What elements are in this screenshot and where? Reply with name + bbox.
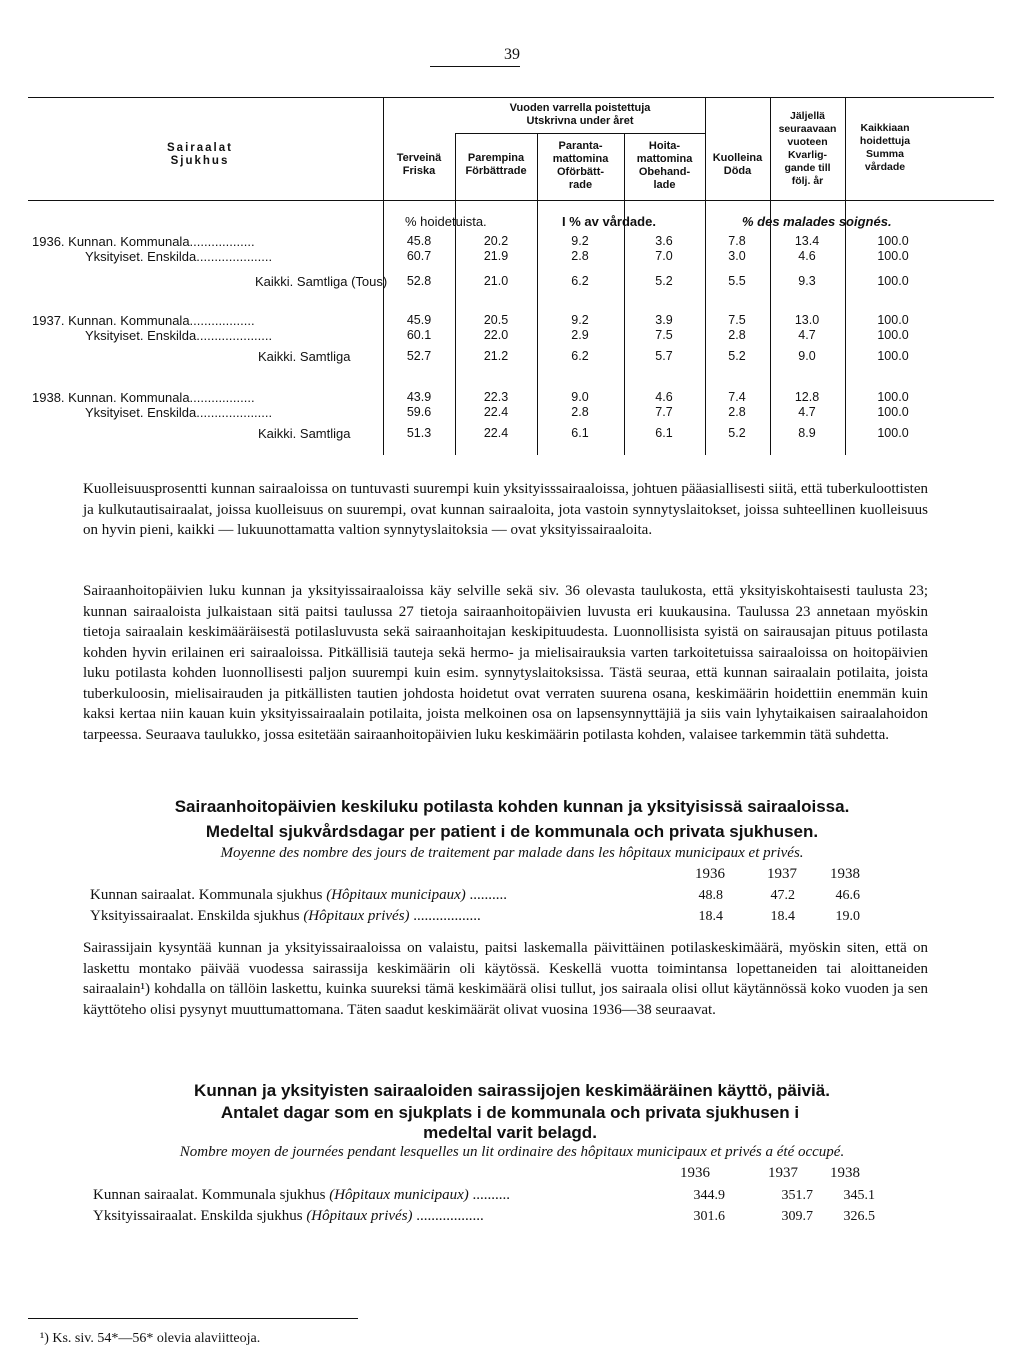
table-total-cell: 5.2 [655, 274, 673, 288]
footnote: ¹) Ks. siv. 54*—56* olevia alaviitteoja. [40, 1331, 261, 1346]
table-cell: 47.2 [770, 888, 795, 903]
table-cell: 9.2 [571, 313, 589, 327]
table-cell: 45.9 [406, 313, 432, 327]
table-cell: 19.0 [835, 909, 860, 924]
table-row-label: Yksityissairaalat. Enskilda sjukhus (Hôpitaux privés) .................. [90, 908, 481, 924]
table-cell: 345.1 [843, 1188, 875, 1203]
table-total-cell: 21.0 [483, 274, 509, 288]
col-divider [705, 97, 706, 455]
table-total-cell: 6.2 [571, 349, 589, 363]
table-cell: 3.6 [655, 234, 673, 248]
table-total-label: Kaikki. Samtliga [258, 349, 351, 364]
table-cell: 2.8 [571, 249, 589, 263]
table-cell: 46.6 [835, 888, 860, 903]
table-total-cell: 9.0 [798, 349, 816, 363]
col-header-untreated: Hoita- mattomina Obehand- lade [636, 140, 693, 191]
paragraph-mortality: Kuolleisuusprosentti kunnan sairaaloissa on tuntuvasti suurempi kuin yksityisssairaaloissa, johtuen pääasiallisesti siitä, että tuberkuloottisten ja kulkutautisairaalat, joissa kuolleisuus on suurempi, ovat kunnan sairaaloita, jota vastoin synnytyslaitokset, joissa suhteellinen kuolleisuus on hyvin pieni, kaikki — lukuunottamatta valtion synnytyslaitoksia — ovat yksityissairaaloita. [83, 481, 928, 538]
table3-title-sv: Antalet dagar som en sjukplats i de kommunala och privata sjukhusen i medeltal varit belagd. [220, 1103, 800, 1142]
col-header-unimproved: Paranta- mattomina Oförbätt- rade [552, 140, 609, 191]
table-cell: 20.5 [483, 313, 509, 327]
table-cell: 22.3 [483, 390, 509, 404]
year-header: 1938 [830, 1165, 860, 1181]
table-cell: 45.8 [406, 234, 432, 248]
table-cell: 309.7 [781, 1209, 813, 1224]
col-header-dead: Kuolleina Döda [712, 152, 763, 177]
percent-label-fi: % hoidetuista. [405, 214, 487, 229]
table-cell: 100.0 [877, 234, 909, 248]
table-cell: 100.0 [877, 328, 909, 342]
table-total-cell: 8.9 [798, 426, 816, 440]
table-cell: 7.4 [728, 390, 746, 404]
table2-title-fr: Moyenne des nombre des jours de traitement par malade dans les hôpitaux municipaux et privés. [220, 845, 804, 861]
table-cell: 7.0 [655, 249, 673, 263]
table-cell: 59.6 [406, 405, 432, 419]
table-row-label: Yksityiset. Enskilda..................... [85, 405, 273, 420]
table-cell: 2.8 [728, 405, 746, 419]
table-cell: 326.5 [843, 1209, 875, 1224]
percent-label-fr: % des malades soignés. [742, 214, 892, 229]
table-cell: 344.9 [693, 1188, 725, 1203]
year-header: 1937 [767, 866, 797, 882]
table-total-cell: 100.0 [877, 426, 909, 440]
table-cell: 301.6 [693, 1209, 725, 1224]
table-total-cell: 21.2 [483, 349, 509, 363]
table-row-label: Yksityissairaalat. Enskilda sjukhus (Hôpitaux privés) .................. [93, 1208, 484, 1224]
table-cell: 60.7 [406, 249, 432, 263]
table2-title-fi: Sairaanhoitopäivien keskiluku potilasta kohden kunnan ja yksityisissä sairaaloissa. [174, 797, 850, 816]
table-row-label: 1936. Kunnan. Kommunala.................. [32, 234, 255, 249]
table3-title-fr: Nombre moyen de journées pendant lesquelles un lit ordinaire des hôpitaux municipaux et privés a été occupé. [179, 1144, 845, 1160]
table-cell: 22.0 [483, 328, 509, 342]
year-header: 1937 [768, 1165, 798, 1181]
table-total-cell: 5.2 [728, 349, 746, 363]
table-cell: 3.9 [655, 313, 673, 327]
table-cell: 2.9 [571, 328, 589, 342]
paragraph-bed-use: Sairassijain kysyntää kunnan ja yksityissairaaloissa on valaistu, paitsi laskemalla päivittäinen potilaskeskimäärä, myöskin siten, että on laskettu montako päivää vuodessa sairassija keskimäärin oli käytössä. Keskellä vuotta toimintansa lopettaneiden tai aloittaneiden sairaalain¹) kohdalla on tällöin laskettu, kuinka suureksi tämä keskimäärä olisi tullut, jos sairaala olisi ollut käytännössä koko vuoden ja sen käyttöteho olisi pysynyt muuttumattomana. Täten saadut keskimäärät olivat vuosina 1936—38 seuraavat. [83, 940, 928, 1018]
table-cell: 100.0 [877, 313, 909, 327]
table-row-label: Yksityiset. Enskilda..................... [85, 249, 273, 264]
table-total-cell: 6.1 [655, 426, 673, 440]
table-cell: 4.6 [655, 390, 673, 404]
year-header: 1936 [680, 1165, 710, 1181]
group-header-sv: Utskrivna under året [526, 115, 634, 127]
hospitals-header-sv: Sjukhus [170, 155, 230, 167]
table-cell: 4.7 [798, 328, 816, 342]
table-total-cell: 5.5 [728, 274, 746, 288]
table-cell: 13.0 [794, 313, 820, 327]
year-header: 1938 [830, 866, 860, 882]
table-cell: 18.4 [698, 909, 723, 924]
table-cell: 20.2 [483, 234, 509, 248]
table-total-cell: 6.2 [571, 274, 589, 288]
table-cell: 13.4 [794, 234, 820, 248]
table-cell: 21.9 [483, 249, 509, 263]
table-cell: 7.7 [655, 405, 673, 419]
table-cell: 7.5 [728, 313, 746, 327]
table-cell: 351.7 [781, 1188, 813, 1203]
table-cell: 100.0 [877, 405, 909, 419]
table-total-cell: 5.2 [728, 426, 746, 440]
table-total-cell: 100.0 [877, 349, 909, 363]
table-cell: 4.6 [798, 249, 816, 263]
table-cell: 3.0 [728, 249, 746, 263]
table-total-cell: 52.7 [406, 349, 432, 363]
col-header-remaining: Jäljellä seuraavaan vuoteen Kvarlig- gande till följ. år [778, 110, 837, 187]
table-cell: 100.0 [877, 390, 909, 404]
table3-title-fi: Kunnan ja yksityisten sairaaloiden sairassijojen keskimääräinen käyttö, päiviä. [194, 1081, 830, 1100]
table-cell: 48.8 [698, 888, 723, 903]
table-cell: 22.4 [483, 405, 509, 419]
footnote-rule [28, 1318, 358, 1319]
table-cell: 43.9 [406, 390, 432, 404]
col-header-healthy: Terveinä Friska [396, 152, 442, 177]
table-total-cell: 100.0 [877, 274, 909, 288]
table-cell: 12.8 [794, 390, 820, 404]
table-cell: 18.4 [770, 909, 795, 924]
table-cell: 7.8 [728, 234, 746, 248]
table-cell: 2.8 [571, 405, 589, 419]
table-header-rule [28, 200, 994, 201]
table-cell: 60.1 [406, 328, 432, 342]
table-cell: 2.8 [728, 328, 746, 342]
group-header-fi: Vuoden varrella poistettuja [509, 102, 651, 114]
table-cell: 9.2 [571, 234, 589, 248]
table-total-cell: 9.3 [798, 274, 816, 288]
table-row-label: 1938. Kunnan. Kommunala.................. [32, 390, 255, 405]
table-cell: 4.7 [798, 405, 816, 419]
table2-title-sv: Medeltal sjukvårdsdagar per patient i de kommunala och privata sjukhusen. [205, 822, 819, 841]
table-total-cell: 5.7 [655, 349, 673, 363]
table-total-cell: 22.4 [483, 426, 509, 440]
percent-label-sv: I % av vårdade. [562, 214, 656, 229]
table-row-label: Kunnan sairaalat. Kommunala sjukhus (Hôpitaux municipaux) .......... [93, 1187, 511, 1203]
col-header-improved: Parempina Förbättrade [465, 152, 527, 177]
table-cell: 7.5 [655, 328, 673, 342]
table-row-label: Kunnan sairaalat. Kommunala sjukhus (Hôpitaux municipaux) .......... [90, 887, 508, 903]
table-row-label: Yksityiset. Enskilda..................... [85, 328, 273, 343]
table-total-label: Kaikki. Samtliga [258, 426, 351, 441]
group-header-rule [455, 133, 705, 134]
page-number-rule [430, 66, 520, 67]
table-total-label: Kaikki. Samtliga (Tous) [255, 274, 388, 289]
page-number: 39 [504, 46, 520, 63]
paragraph-care-days: Sairaanhoitopäivien luku kunnan ja yksityissairaaloissa käy selville sekä siv. 36 olevasta taulukosta, että yksityiskohtaisesti taulusta 23; kunnan sairaaloista julkaistaan sitä paitsi taulussa 27 tietoja sairaanhoitopäivien luvusta eri kuukausina. Taulussa 23 annetaan myöskin tietoja sairaalain keskimääräisestä potilasluvusta sekä sairaanhoitajan keskipituudesta. Luonnollisista syistä on sairausajan pituus potilasta kohden hyvin erilainen eri sairaaloissa. Pitkällisiä tauteja sekä hermo- ja mielisairauksia varten tarkoitetuissa sairaaloissa on hoitopäivien luku potilasta kohden luonnollisesti paljon suurempi kuin esim. synnytyslaitoksissa. Tästä seuraa, että kunnan sairaalain potilaita, joista tuberkuloosin, mielisairauden ja pitkällisten tautien johdosta hoidetut ovat verraten suurena osana, keskimäärin hoidettiin enemmän kuin kaksi kertaa niin kauan kuin yksityissairaalain potilaita, joista melkoinen osa on lapsensynnyttäjiä ja siis vain lyhytaikaisen sairaalahoidon tarpeessa. Seuraava taulukko, jossa esitetään sairaanhoitopäivien luku keskimäärin potilasta kohden, valaisee tarkemmin tätä suhdetta. [83, 583, 928, 743]
table-top-rule [28, 97, 994, 98]
col-header-total: Kaikkiaan hoidettuja Summa vårdade [859, 122, 911, 173]
table-total-cell: 52.8 [406, 274, 432, 288]
table-cell: 9.0 [571, 390, 589, 404]
table-total-cell: 51.3 [406, 426, 432, 440]
table-cell: 100.0 [877, 249, 909, 263]
table-row-label: 1937. Kunnan. Kommunala.................. [32, 313, 255, 328]
year-header: 1936 [695, 866, 725, 882]
hospitals-header-fi: Sairaalat [167, 142, 233, 154]
table-total-cell: 6.1 [571, 426, 589, 440]
col-divider [455, 133, 456, 455]
